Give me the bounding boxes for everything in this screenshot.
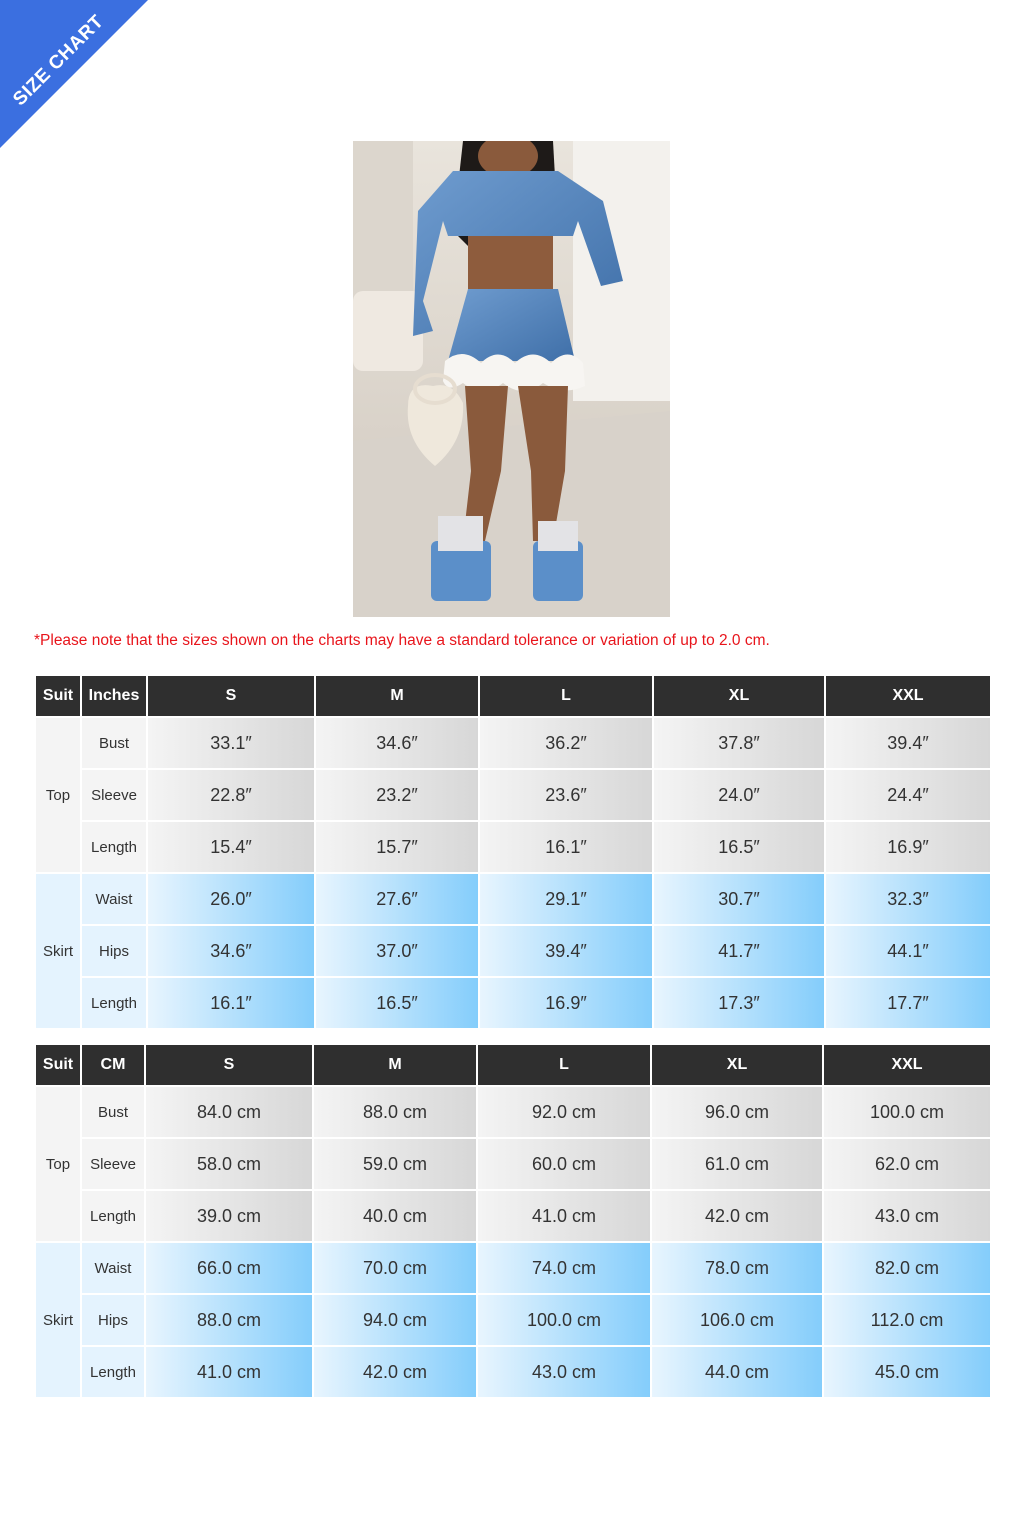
size-value: 16.1″: [479, 821, 653, 873]
size-value: 41.0 cm: [145, 1346, 313, 1398]
size-value: 16.9″: [479, 977, 653, 1029]
header-size-l: L: [477, 1044, 651, 1086]
tolerance-note: *Please note that the sizes shown on the charts may have a standard tolerance or variation of up to 2.0 cm.: [34, 632, 770, 649]
size-value: 100.0 cm: [477, 1294, 651, 1346]
size-value: 26.0″: [147, 873, 315, 925]
header-size-xl: XL: [653, 675, 825, 717]
row-label: Length: [81, 821, 147, 873]
row-label: Length: [81, 977, 147, 1029]
size-value: 92.0 cm: [477, 1086, 651, 1138]
header-size-l: L: [479, 675, 653, 717]
size-value: 16.5″: [653, 821, 825, 873]
table-header-row: [35, 675, 991, 717]
size-value: 43.0 cm: [823, 1190, 991, 1242]
size-value: 30.7″: [653, 873, 825, 925]
size-value: 37.8″: [653, 717, 825, 769]
table-row: [35, 717, 991, 769]
table-row: [35, 1086, 991, 1138]
size-value: 74.0 cm: [477, 1242, 651, 1294]
product-photo: [353, 141, 670, 617]
size-value: 94.0 cm: [313, 1294, 477, 1346]
size-value: 23.6″: [479, 769, 653, 821]
size-value: 62.0 cm: [823, 1138, 991, 1190]
size-value: 15.7″: [315, 821, 479, 873]
table-row: [35, 1190, 991, 1242]
size-value: 42.0 cm: [651, 1190, 823, 1242]
size-value: 15.4″: [147, 821, 315, 873]
header-unit: CM: [81, 1044, 145, 1086]
size-value: 23.2″: [315, 769, 479, 821]
header-suit: Suit: [35, 675, 81, 717]
row-label: Hips: [81, 1294, 145, 1346]
size-value: 42.0 cm: [313, 1346, 477, 1398]
size-value: 82.0 cm: [823, 1242, 991, 1294]
size-value: 41.0 cm: [477, 1190, 651, 1242]
size-value: 66.0 cm: [145, 1242, 313, 1294]
row-label: Bust: [81, 717, 147, 769]
size-value: 96.0 cm: [651, 1086, 823, 1138]
size-value: 27.6″: [315, 873, 479, 925]
size-value: 32.3″: [825, 873, 991, 925]
size-value: 43.0 cm: [477, 1346, 651, 1398]
size-value: 34.6″: [315, 717, 479, 769]
size-value: 58.0 cm: [145, 1138, 313, 1190]
size-chart-badge: [0, 0, 150, 150]
size-value: 41.7″: [653, 925, 825, 977]
size-value: 44.0 cm: [651, 1346, 823, 1398]
size-value: 22.8″: [147, 769, 315, 821]
row-label: Length: [81, 1190, 145, 1242]
group-label-skirt: Skirt: [35, 873, 81, 1029]
header-size-xxl: XXL: [825, 675, 991, 717]
inches-size-table: [34, 674, 992, 1030]
size-value: 40.0 cm: [313, 1190, 477, 1242]
row-label: Sleeve: [81, 1138, 145, 1190]
size-value: 39.0 cm: [145, 1190, 313, 1242]
table-row: [35, 925, 991, 977]
size-value: 17.3″: [653, 977, 825, 1029]
row-label: Hips: [81, 925, 147, 977]
size-value: 39.4″: [825, 717, 991, 769]
header-unit: Inches: [81, 675, 147, 717]
header-suit: Suit: [35, 1044, 81, 1086]
header-size-m: M: [313, 1044, 477, 1086]
table-row: [35, 977, 991, 1029]
table-row: [35, 873, 991, 925]
badge-label: SIZE CHART: [9, 11, 109, 111]
size-value: 88.0 cm: [145, 1294, 313, 1346]
size-value: 16.1″: [147, 977, 315, 1029]
size-value: 24.4″: [825, 769, 991, 821]
group-label-top: Top: [35, 1086, 81, 1242]
size-value: 59.0 cm: [313, 1138, 477, 1190]
size-value: 36.2″: [479, 717, 653, 769]
header-size-m: M: [315, 675, 479, 717]
size-value: 44.1″: [825, 925, 991, 977]
size-value: 45.0 cm: [823, 1346, 991, 1398]
size-value: 70.0 cm: [313, 1242, 477, 1294]
size-value: 60.0 cm: [477, 1138, 651, 1190]
size-value: 16.5″: [315, 977, 479, 1029]
row-label: Bust: [81, 1086, 145, 1138]
size-value: 88.0 cm: [313, 1086, 477, 1138]
group-label-top: Top: [35, 717, 81, 873]
header-size-s: S: [147, 675, 315, 717]
size-value: 78.0 cm: [651, 1242, 823, 1294]
group-label-skirt: Skirt: [35, 1242, 81, 1398]
header-size-xl: XL: [651, 1044, 823, 1086]
size-value: 39.4″: [479, 925, 653, 977]
row-label: Waist: [81, 873, 147, 925]
table-row: [35, 821, 991, 873]
row-label: Sleeve: [81, 769, 147, 821]
cm-size-table: [34, 1043, 992, 1399]
size-value: 61.0 cm: [651, 1138, 823, 1190]
size-value: 24.0″: [653, 769, 825, 821]
size-value: 33.1″: [147, 717, 315, 769]
size-value: 34.6″: [147, 925, 315, 977]
row-label: Waist: [81, 1242, 145, 1294]
size-value: 112.0 cm: [823, 1294, 991, 1346]
badge-triangle: [0, 0, 148, 148]
table-header-row: [35, 1044, 991, 1086]
size-value: 100.0 cm: [823, 1086, 991, 1138]
row-label: Length: [81, 1346, 145, 1398]
table-row: [35, 1346, 991, 1398]
size-value: 17.7″: [825, 977, 991, 1029]
size-value: 106.0 cm: [651, 1294, 823, 1346]
table-row: [35, 1242, 991, 1294]
size-value: 84.0 cm: [145, 1086, 313, 1138]
table-row: [35, 1138, 991, 1190]
size-value: 29.1″: [479, 873, 653, 925]
table-row: [35, 769, 991, 821]
header-size-xxl: XXL: [823, 1044, 991, 1086]
header-size-s: S: [145, 1044, 313, 1086]
size-value: 16.9″: [825, 821, 991, 873]
table-row: [35, 1294, 991, 1346]
size-value: 37.0″: [315, 925, 479, 977]
